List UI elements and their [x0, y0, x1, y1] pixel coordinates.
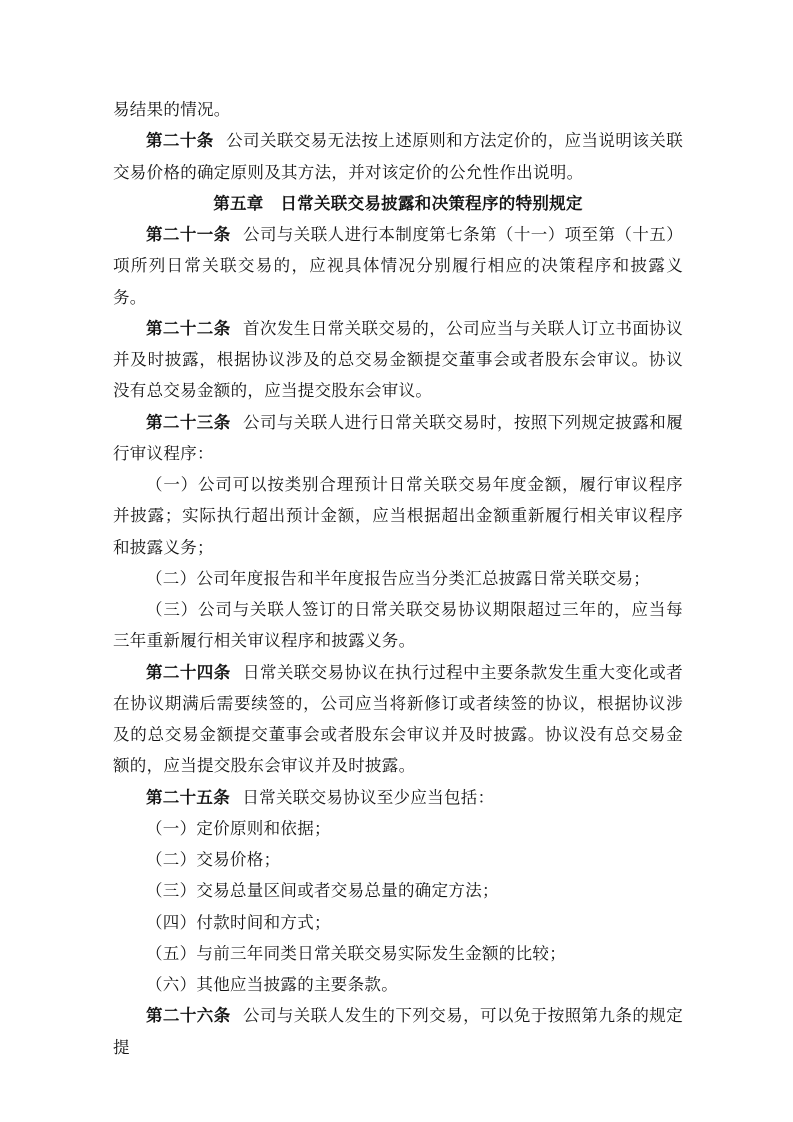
chapter-heading: 第五章 日常关联交易披露和决策程序的特别规定	[213, 193, 583, 213]
list-item-text: （一）定价原则和依据；	[146, 818, 331, 838]
list-item-23-1	[113, 469, 683, 563]
paragraph-text: 易结果的情况。	[113, 100, 231, 119]
article-number: 第二十五条	[146, 787, 230, 807]
list-item-25-3	[113, 875, 683, 906]
article-text: 公司与关联人进行日常关联交易时，按照下列规定披露和履行审议程序：	[113, 412, 683, 463]
article-24	[113, 657, 683, 782]
list-item-text: （一）公司可以按类别合理预计日常关联交易年度金额，履行审议程序并披露；实际执行超出预计金额，应当根据超出金额重新履行相关审议程序和披露义务；	[113, 475, 683, 557]
list-item-25-5	[113, 938, 683, 969]
list-item-text: （二）公司年度报告和半年度报告应当分类汇总披露日常关联交易；	[146, 568, 650, 588]
article-number: 第二十一条	[146, 225, 231, 244]
list-item-text: （三）公司与关联人签订的日常关联交易协议期限超过三年的，应当每三年重新履行相关审议程序和披露义务。	[113, 600, 683, 651]
article-number: 第二十条	[146, 131, 214, 151]
list-item-25-2	[113, 844, 683, 875]
list-item-text: （五）与前三年同类日常关联交易实际发生金额的比较；	[146, 943, 566, 963]
article-text: 首次发生日常关联交易的，公司应当与关联人订立书面协议并及时披露，根据协议涉及的总交易金额提交董事会或者股东会审议。协议没有总交易金额的，应当提交股东会审议。	[113, 318, 683, 401]
article-number: 第二十三条	[146, 412, 231, 432]
article-25	[113, 782, 683, 813]
list-item-text: （二）交易价格；	[146, 850, 281, 869]
article-23	[113, 407, 683, 470]
article-20	[113, 125, 683, 188]
article-26	[113, 1000, 683, 1063]
list-item-23-3	[113, 594, 683, 657]
article-text: 公司与关联人进行本制度第七条第（十一）项至第（十五）项所列日常关联交易的，应视具体情况分别履行相应的决策程序和披露义务。	[113, 225, 683, 307]
article-text: 公司关联交易无法按上述原则和方法定价的，应当说明该关联交易价格的确定原则及其方法，并对该定价的公允性作出说明。	[113, 131, 683, 182]
article-number: 第二十六条	[146, 1006, 231, 1026]
list-item-text: （四）付款时间和方式；	[146, 912, 331, 932]
list-item-text: （六）其他应当披露的主要条款。	[146, 975, 398, 994]
list-item-25-4	[113, 907, 683, 938]
list-item-text: （三）交易总量区间或者交易总量的确定方法；	[146, 881, 499, 901]
article-21	[113, 219, 683, 313]
article-text: 公司与关联人发生的下列交易，可以免于按照第九条的规定提	[113, 1006, 683, 1057]
article-number: 第二十二条	[146, 318, 231, 338]
list-item-25-1	[113, 813, 683, 844]
article-text: 日常关联交易协议在执行过程中主要条款发生重大变化或者在协议期满后需要续签的，公司应当将新修订或者续签的协议，根据协议涉及的总交易金额提交董事会或者股东会审议并及时披露。协议没有总交易金额的，应当提交股东会审议并及时披露。	[113, 662, 683, 776]
article-number: 第二十四条	[146, 662, 231, 682]
article-text: 日常关联交易协议至少应当包括：	[242, 787, 495, 807]
article-22	[113, 313, 683, 407]
list-item-25-6	[113, 969, 683, 1000]
list-item-23-2	[113, 563, 683, 594]
paragraph-continuation	[113, 94, 683, 125]
